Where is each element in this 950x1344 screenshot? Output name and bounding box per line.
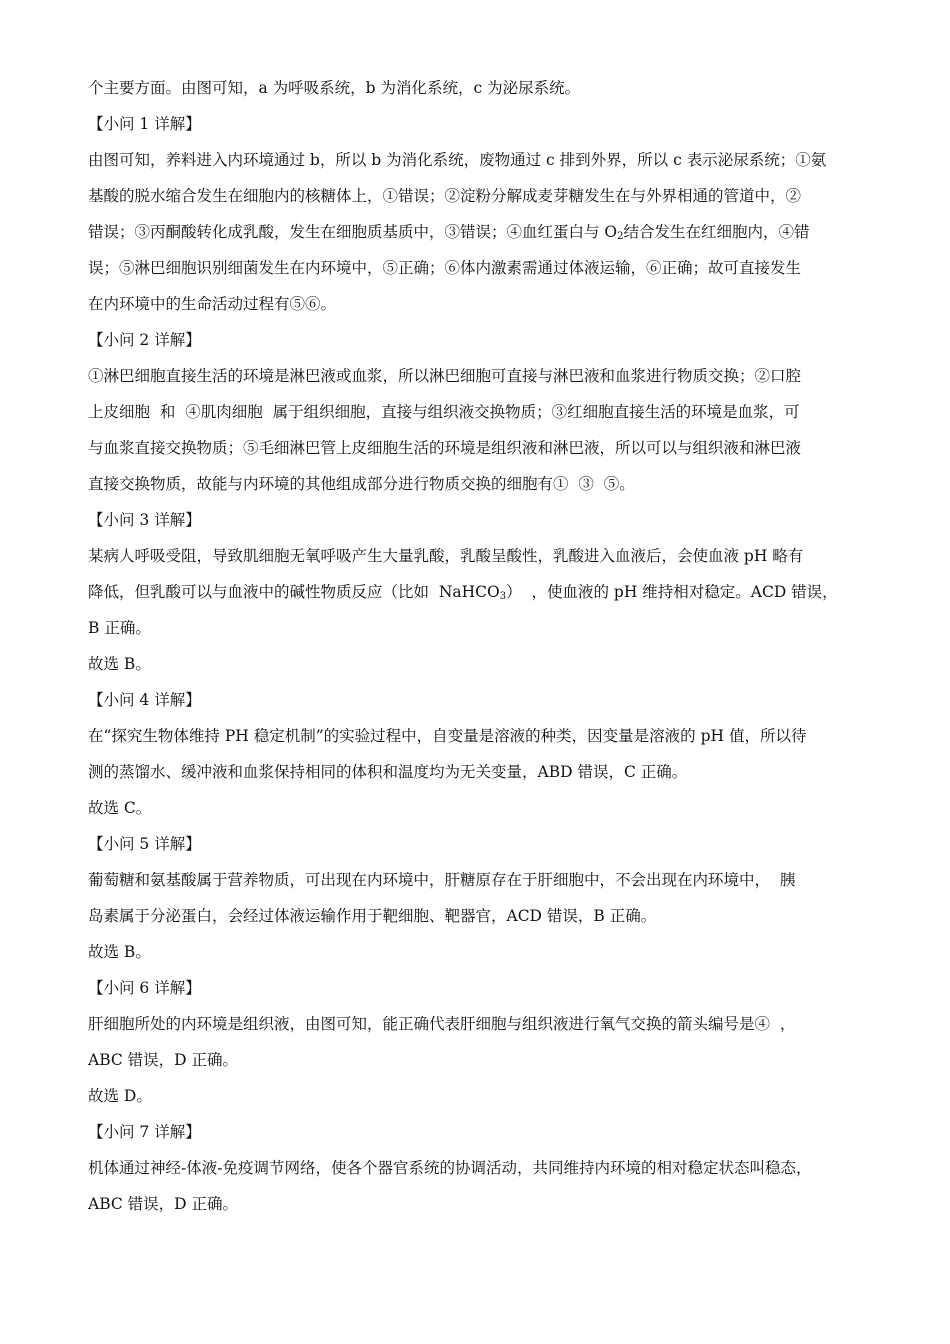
paragraph-line: 误；⑤淋巴细胞识别细菌发生在内环境中，⑤正确；⑥体内激素需通过体液运输，⑥正确；故可直接发生: [88, 259, 802, 277]
paragraph-line: [88, 214, 866, 250]
subscript: 3: [499, 591, 507, 602]
answer-line: 故选 C。: [88, 799, 152, 817]
answer-line: 故选 B。: [88, 655, 151, 673]
paragraph-line: ABC 错误，D 正确。: [88, 1051, 239, 1069]
section-heading: 【小问 1 详解】: [88, 115, 201, 133]
paragraph-line: 直接交换物质，故能与内环境的其他组成部分进行物质交换的细胞有① ③ ⑤。: [88, 475, 635, 493]
section-question-2: [88, 322, 866, 502]
paragraph-line: 机体通过神经-体液-免疫调节网络，使各个器官系统的协调活动，共同维持内环境的相对稳定状态叫稳态，: [88, 1159, 812, 1177]
paragraph-line: ABC 错误，D 正确。: [88, 1195, 239, 1213]
section-heading: 【小问 5 详解】: [88, 835, 201, 853]
paragraph-line: 葡萄糖和氨基酸属于营养物质，可出现在内环境中，肝糖原存在于肝细胞中，不会出现在内环境中， 胰: [88, 871, 796, 889]
paragraph-line: 与血浆直接交换物质；⑤毛细淋巴管上皮细胞生活的环境是组织液和淋巴液，所以可以与组织液和淋巴液: [88, 439, 802, 457]
section-heading: 【小问 6 详解】: [88, 979, 201, 997]
section-question-5: [88, 826, 866, 970]
paragraph-line: 岛素属于分泌蛋白，会经过体液运输作用于靶细胞、靶器官，ACD 错误，B 正确。: [88, 907, 657, 925]
answer-line: 故选 B。: [88, 943, 151, 961]
section-question-4: [88, 682, 866, 826]
answer-line: 故选 D。: [88, 1087, 152, 1105]
intro-line: 个主要方面。由图可知，a 为呼吸系统，b 为消化系统，c 为泌尿系统。: [88, 79, 581, 97]
section-heading: 【小问 4 详解】: [88, 691, 201, 709]
section-heading: 【小问 2 详解】: [88, 331, 201, 349]
section-question-7: [88, 1114, 866, 1222]
section-question-3: [88, 502, 866, 682]
paragraph-line: 在内环境中的生命活动过程有⑤⑥。: [88, 295, 337, 313]
paragraph-line: 肝细胞所处的内环境是组织液，由图可知，能正确代表肝细胞与组织液进行氧气交换的箭头编号是④ ，: [88, 1015, 796, 1033]
section-heading: 【小问 3 详解】: [88, 511, 201, 529]
paragraph-line: ①淋巴细胞直接生活的环境是淋巴液或血浆，所以淋巴细胞可直接与淋巴液和血浆进行物质交换；②口腔: [88, 367, 802, 385]
text-segment: 错误；③丙酮酸转化成乳酸，发生在细胞质基质中，③错误；④血红蛋白与 O: [88, 223, 618, 241]
paragraph-line: 上皮细胞 和 ④肌肉细胞 属于组织细胞，直接与组织液交换物质；③红细胞直接生活的环境是血浆，可: [88, 403, 800, 421]
subscript: 2: [617, 231, 624, 242]
document-page: [88, 70, 866, 1222]
paragraph-line: 由图可知，养料进入内环境通过 b，所以 b 为消化系统，废物通过 c 排到外界，所以 c 表示泌尿系统；①氨: [88, 151, 827, 169]
text-segment: 结合发生在红细胞内，④错: [623, 223, 810, 241]
section-question-1: [88, 106, 866, 322]
section-question-6: [88, 970, 866, 1114]
text-segment: ） ，使血液的 pH 维持相对稳定。ACD 错误，: [506, 583, 838, 601]
paragraph-line: 某病人呼吸受阻，导致肌细胞无氧呼吸产生大量乳酸，乳酸呈酸性，乳酸进入血液后，会使血液 pH 略有: [88, 547, 804, 565]
paragraph-line: 基酸的脱水缩合发生在细胞内的核糖体上，①错误；②淀粉分解成麦芽糖发生在与外界相通的管道中，②: [88, 187, 802, 205]
section-heading: 【小问 7 详解】: [88, 1123, 201, 1141]
paragraph-line: 测的蒸馏水、缓冲液和血浆保持相同的体积和温度均为无关变量，ABD 错误，C 正确。: [88, 763, 688, 781]
text-segment: 降低，但乳酸可以与血液中的碱性物质反应（比如 NaHCO: [88, 583, 500, 601]
paragraph-line: [88, 574, 866, 610]
paragraph-line: 在“探究生物体维持 PH 稳定机制”的实验过程中，自变量是溶液的种类，因变量是溶液的 pH 值，所以待: [88, 727, 807, 745]
paragraph-line: B 正确。: [88, 619, 151, 637]
